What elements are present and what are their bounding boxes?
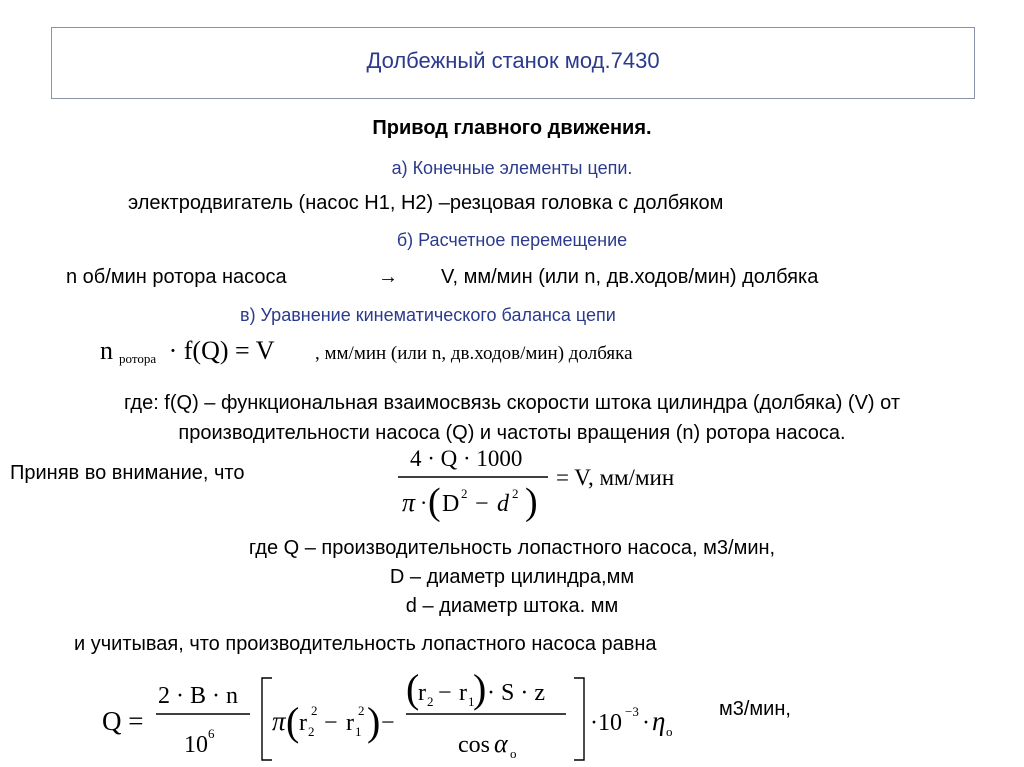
section-heading: Привод главного движения.: [372, 117, 652, 139]
svg-text:2: 2: [358, 703, 365, 718]
svg-text:·10: ·10: [590, 710, 622, 736]
svg-text:−3: −3: [625, 704, 639, 719]
heading-b: б) Расчетное перемещение: [396, 230, 628, 250]
title-box: [51, 27, 975, 99]
def-q: где Q – производительность лопастного насоса, м3/мин,: [248, 537, 776, 559]
equation-balance: [100, 336, 275, 367]
arrow-icon: →: [378, 266, 398, 288]
svg-text:−: −: [475, 491, 489, 517]
eq1-n: n: [100, 336, 113, 365]
svg-text:r: r: [418, 680, 426, 706]
eq1-body: · f(Q) = V: [168, 336, 275, 365]
svg-text:1: 1: [355, 724, 362, 739]
svg-text:r: r: [459, 680, 467, 706]
svg-text:d: d: [497, 491, 509, 517]
equation-pump-flow: [100, 672, 710, 764]
eq2-denominator: [390, 470, 560, 522]
endpoints-text: электродвигатель (насос Н1, Н2) –резцовая головка с долбяком: [128, 192, 724, 214]
svg-text:D: D: [442, 491, 460, 517]
svg-text:2: 2: [512, 486, 519, 501]
svg-text:2: 2: [427, 694, 434, 709]
svg-text:6: 6: [208, 726, 215, 741]
def-d: d – диаметр штока. мм: [405, 595, 619, 617]
svg-text:π: π: [272, 706, 286, 736]
svg-text:10: 10: [184, 732, 208, 758]
svg-text:π: π: [402, 488, 416, 517]
slide-title: Долбежный станок мод.7430: [366, 48, 660, 73]
svg-text:−: −: [438, 680, 452, 706]
eq3-units: м3/мин,: [719, 698, 791, 720]
svg-text:): ): [525, 481, 538, 522]
svg-text:cos: cos: [458, 732, 490, 758]
eq2-numerator: 4 · Q · 1000: [410, 446, 523, 471]
svg-text:(: (: [286, 699, 300, 744]
svg-text:2: 2: [311, 703, 318, 718]
eq1-units: , мм/мин (или n, дв.ходов/мин) долбяка: [315, 343, 633, 364]
motion-left: n об/мин ротора насоса: [66, 266, 287, 288]
motion-right: V, мм/мин (или n, дв.ходов/мин) долбяка: [441, 266, 819, 288]
def-D: D – диаметр цилиндра,мм: [389, 566, 635, 588]
svg-text:2 · B · n: 2 · B · n: [158, 683, 238, 709]
svg-text:·: ·: [642, 710, 650, 736]
svg-text:o: o: [666, 724, 673, 739]
svg-text:(: (: [406, 672, 420, 711]
svg-text:): ): [473, 672, 487, 711]
where-line-1: где: f(Q) – функциональная взаимосвязь скорости штока цилиндра (долбяка) (V) от: [124, 392, 900, 414]
svg-text:): ): [367, 699, 381, 744]
considering-text: и учитывая, что производительность лопастного насоса равна: [74, 633, 657, 655]
svg-text:· S · z: · S · z: [487, 680, 545, 706]
svg-text:Q =: Q =: [102, 706, 144, 736]
given-text: Приняв во внимание, что: [10, 462, 245, 484]
svg-text:η: η: [652, 706, 666, 736]
svg-text:r: r: [299, 710, 307, 736]
heading-v: в) Уравнение кинематического баланса цепи: [240, 305, 616, 325]
svg-text:r: r: [346, 710, 354, 736]
heading-a: а) Конечные элементы цепи.: [391, 158, 633, 178]
svg-text:(: (: [428, 481, 441, 522]
eq1-subscript: ротора: [119, 351, 157, 366]
svg-text:o: o: [510, 746, 517, 761]
svg-text:1: 1: [468, 694, 475, 709]
svg-text:2: 2: [308, 724, 315, 739]
where-line-2: производительности насоса (Q) и частоты вращения (n) ротора насоса.: [178, 422, 846, 444]
eq2-rhs: = V, мм/мин: [556, 465, 675, 490]
svg-text:2: 2: [461, 486, 468, 501]
svg-text:·: ·: [420, 490, 428, 515]
svg-text:α: α: [494, 729, 508, 758]
svg-text:−: −: [381, 710, 395, 736]
svg-text:−: −: [324, 710, 338, 736]
